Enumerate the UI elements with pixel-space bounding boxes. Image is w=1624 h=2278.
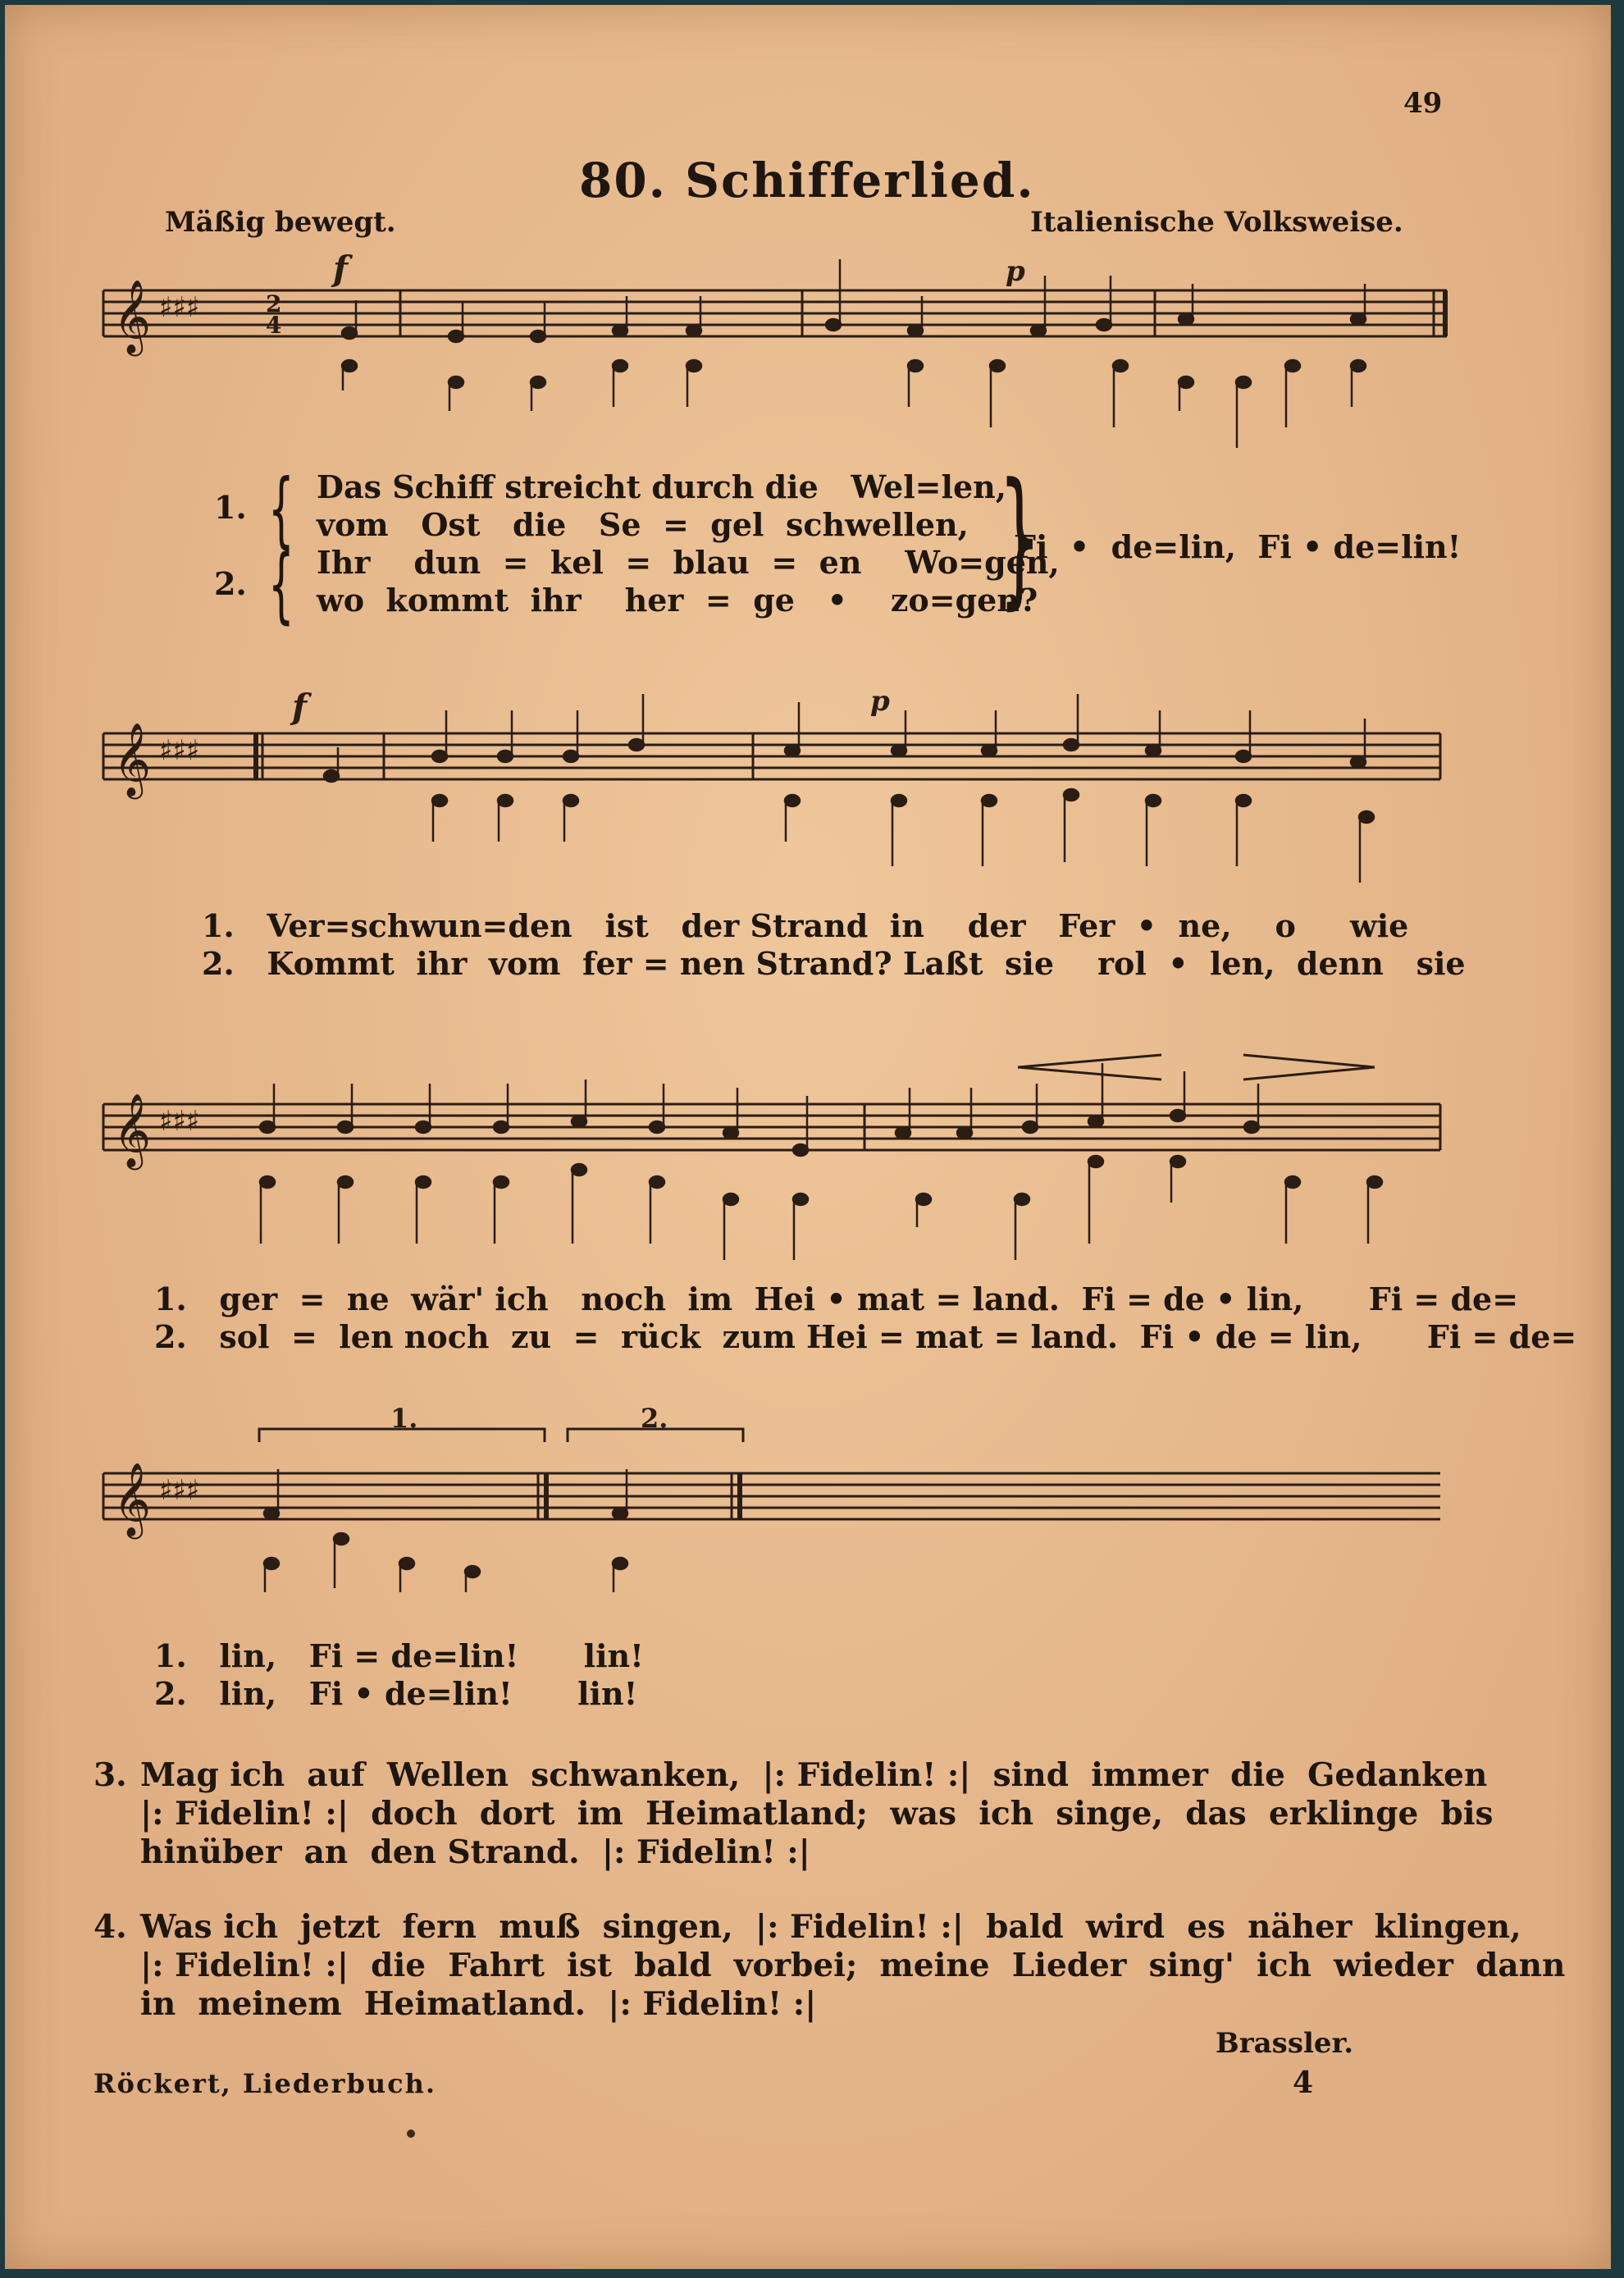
- treble-clef-icon: 𝄞: [113, 280, 152, 354]
- verse-label-2: 2.: [214, 565, 247, 602]
- verse-line: |: Fidelin! :| doch dort im Heimatland; was ich singe, das erklinge bis: [140, 1795, 1494, 1833]
- verse-4-number: 4.: [94, 1908, 127, 1946]
- dynamic-piano: p: [870, 685, 890, 718]
- treble-clef-icon: 𝄞: [113, 1463, 152, 1536]
- left-brace-icon: {: [267, 461, 294, 557]
- verse-number: 1.: [154, 1281, 187, 1317]
- lyric-line: Kommt ihr vom fer = nen Strand? Laßt sie rol • len, denn sie: [267, 945, 1466, 982]
- staff-system-4: [95, 1408, 1457, 1596]
- lyrics-block-4: [154, 1637, 644, 1713]
- verse-line: |: Fidelin! :| die Fahrt ist bald vorbei; meine Lieder sing' ich wieder dann: [140, 1947, 1566, 1984]
- ink-spot: [407, 2130, 415, 2138]
- lyric-line: lin, Fi • de=lin! lin!: [219, 1675, 638, 1712]
- lyric-line: Ihr dun = kel = blau = en Wo=gen,: [317, 544, 1060, 581]
- verse-number: 1.: [154, 1637, 187, 1674]
- verse-line: Was ich jetzt fern muß singen, |: Fidelin! :| bald wird es näher klingen,: [140, 1908, 1521, 1946]
- sharp-icon: ♯♯♯: [159, 291, 200, 324]
- dynamic-forte: f: [292, 687, 308, 727]
- verse-label-1: 1.: [214, 489, 247, 526]
- verse-line: in meinem Heimatland. |: Fidelin! :|: [140, 1985, 817, 2023]
- left-brace-icon: {: [267, 536, 294, 632]
- verse-number: 2.: [154, 1675, 187, 1712]
- volta-second-ending: 2.: [641, 1408, 668, 1434]
- lyric-line: sol = len noch zu = rück zum Hei = mat = land. Fi • de = lin, Fi = de=: [219, 1318, 1577, 1355]
- dynamic-piano: p: [1006, 255, 1025, 288]
- time-signature-bottom: 4: [266, 312, 282, 339]
- footer-book-title: Röckert, Liederbuch.: [94, 2068, 437, 2099]
- lyric-line: lin, Fi = de=lin! lin!: [219, 1637, 644, 1674]
- right-brace-icon: }: [998, 452, 1042, 623]
- verse-4-text: [140, 1908, 1565, 2024]
- lyric-line: ger = ne wär' ich noch im Hei • mat = land. Fi = de • lin, Fi = de=: [219, 1281, 1519, 1317]
- song-title: 80. Schifferlied.: [579, 153, 1035, 208]
- verse-line: Mag ich auf Wellen schwanken, |: Fidelin! :| sind immer die Gedanken: [140, 1756, 1488, 1794]
- lyric-line: wo kommt ihr her = ge • zo=gen?: [317, 582, 1038, 619]
- lyric-line: vom Ost die Se = gel schwellen,: [317, 506, 969, 543]
- book-page: [5, 5, 1611, 2269]
- verse-number: 2.: [154, 1318, 187, 1355]
- refrain-text: Fi • de=lin, Fi • de=lin!: [1014, 528, 1462, 565]
- treble-clef-icon: 𝄞: [113, 723, 152, 797]
- lyric-line: Das Schiff streicht durch die Wel=len,: [317, 468, 1006, 505]
- lyrics-block-3: [154, 1281, 1576, 1356]
- time-signature-top: 2: [266, 290, 282, 317]
- staff-system-2: [95, 678, 1457, 891]
- verse-3-text: [140, 1756, 1494, 1872]
- attribution: Brassler.: [1216, 2027, 1354, 2060]
- dynamic-forte: f: [333, 251, 349, 289]
- verse-number: 2.: [202, 945, 235, 982]
- tempo-marking: Mäßig bewegt.: [165, 206, 396, 239]
- sharp-icon: ♯♯♯: [159, 1474, 200, 1507]
- lyric-line: Ver=schwun=den ist der Strand in der Fer • ne, o wie: [267, 907, 1409, 944]
- sharp-icon: ♯♯♯: [159, 734, 200, 767]
- verse-3-number: 3.: [94, 1756, 127, 1794]
- signature-mark: 4: [1293, 2066, 1314, 2100]
- staff-system-1: [95, 251, 1457, 464]
- verse-line: hinüber an den Strand. |: Fidelin! :|: [140, 1833, 810, 1871]
- verse-number: 1.: [202, 907, 235, 944]
- staff-system-3: [95, 1039, 1457, 1268]
- lyrics-block-2: [202, 907, 1466, 983]
- treble-clef-icon: 𝄞: [113, 1093, 152, 1167]
- song-origin: Italienische Volksweise.: [1030, 206, 1403, 239]
- verse-lyrics-block: [317, 468, 1060, 619]
- page-number: 49: [1403, 87, 1443, 120]
- sharp-icon: ♯♯♯: [159, 1105, 200, 1138]
- volta-first-ending: 1.: [390, 1408, 418, 1434]
